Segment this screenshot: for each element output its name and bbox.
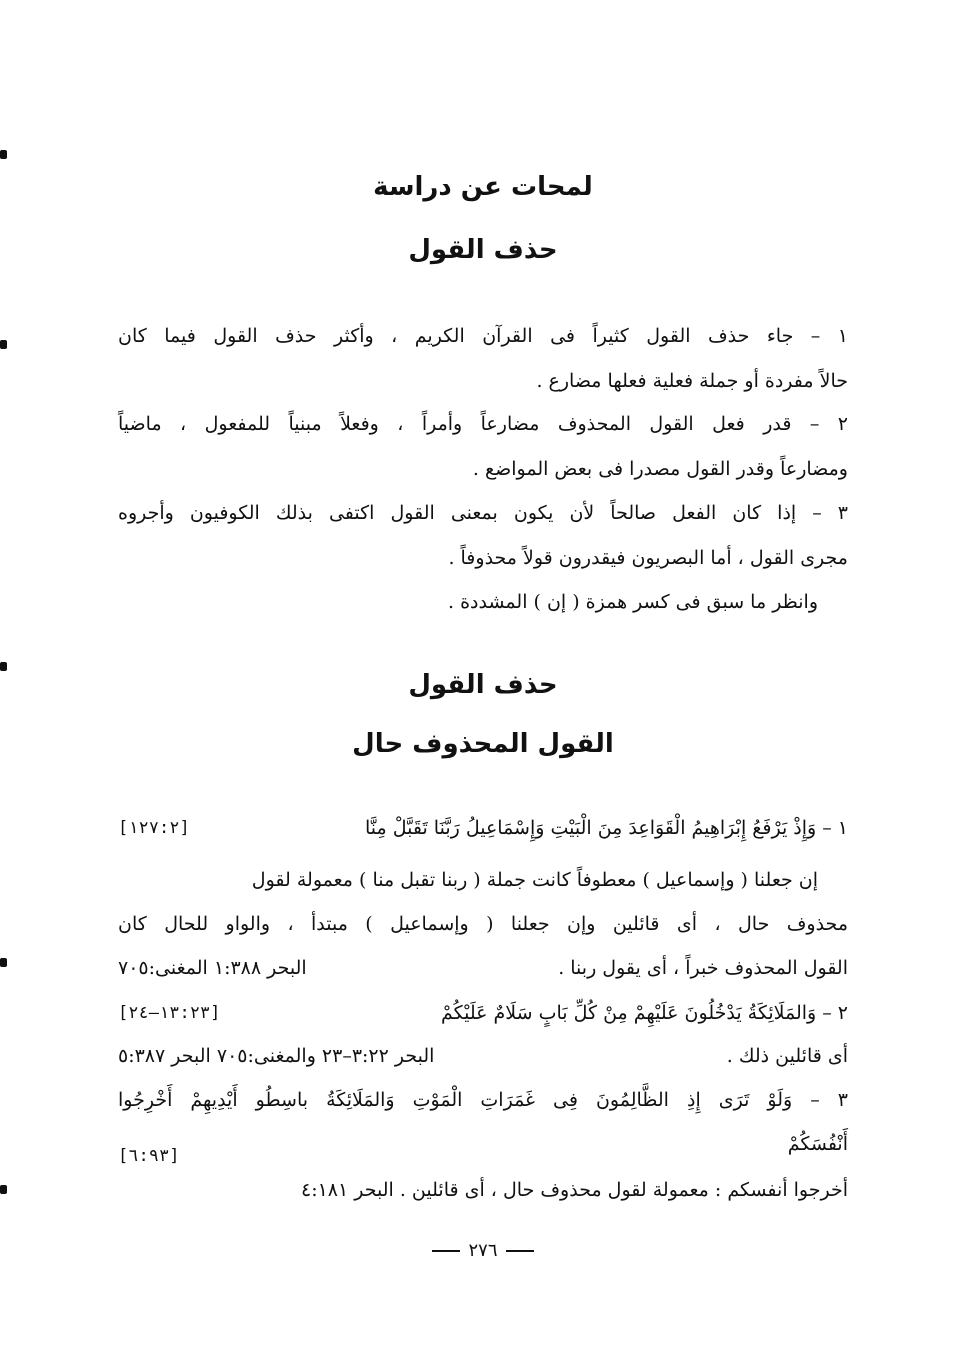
page-number <box>118 1236 848 1266</box>
verse-text: أَنْفُسَكُمْ <box>787 1133 848 1155</box>
commentary-line <box>118 1036 848 1076</box>
source-reference: البحر ٣:٢٢–٢٣ والمغنى:٧٠٥ البحر ٥:٣٨٧ <box>118 1045 435 1067</box>
verse-reference: [١٣:٢٣–٢٤] <box>118 1003 221 1023</box>
page-number-text: ٢٧٦ <box>468 1240 498 1261</box>
summary-line: ٢ – قدر فعل القول المحذوف مضارعاً وأمراً ، وفعلاً مبنياً للمفعول ، ماضياً <box>118 413 848 435</box>
commentary-line: محذوف حال ، أى قائلين وإن جعلنا ( وإسماعيل ) مبتدأ ، والواو للحال كان <box>118 913 848 935</box>
commentary-line <box>118 948 848 988</box>
summary-line: حالاً مفردة أو جملة فعلية فعلها مضارع . <box>536 370 848 392</box>
section-title: حذف القول <box>408 670 558 700</box>
verse-line <box>118 808 848 848</box>
scan-mark <box>0 340 7 349</box>
summary-line: ١ – جاء حذف القول كثيراً فى القرآن الكريم ، وأكثر حذف القول فيما كان <box>118 325 848 347</box>
scan-mark <box>0 662 7 671</box>
commentary-line: إن جعلنا ( وإسماعيل ) معطوفاً كانت جملة ( ربنا تقبل منا ) معمولة لقول <box>251 869 818 891</box>
summary-line: ٣ – إذا كان الفعل صالحاً لأن يكون بمعنى القول اكتفى بذلك الكوفيون وأجروه <box>118 502 848 524</box>
source-reference: البحر ١:٣٨٨ المغنى:٧٠٥ <box>118 957 307 979</box>
scan-mark <box>0 1185 7 1194</box>
verse-text: ١ – وَإِذْ يَرْفَعُ إِبْرَاهِيمُ الْقَوَاعِدَ مِنَ الْبَيْتِ وَإِسْمَاعِيلُ رَبَّنَا تَقَبَّلْ مِنَّا <box>365 817 848 839</box>
verse-text: ٢ – وَالمَلَائِكَةُ يَدْخُلُونَ عَلَيْهِمْ مِنْ كُلِّ بَابٍ سَلَامٌ عَلَيْكُمْ <box>441 1002 848 1024</box>
summary-line: ومضارعاً وقدر القول مصدرا فى بعض المواضع . <box>472 458 848 480</box>
section-subtitle: القول المحذوف حال <box>352 729 614 759</box>
commentary-text: أى قائلين ذلك . <box>726 1045 848 1067</box>
page-title: لمحات عن دراسة <box>373 172 593 202</box>
scan-mark <box>0 958 7 967</box>
verse-reference: [٦:٩٣] <box>118 1146 180 1166</box>
commentary-line: أخرجوا أنفسكم : معمولة لقول محذوف حال ، أى قائلين . البحر ٤:١٨١ <box>300 1179 848 1201</box>
summary-line: مجرى القول ، أما البصريون فيقدرون قولاً محذوفاً . <box>448 547 848 569</box>
verse-reference: [١٢٧:٢] <box>118 818 190 838</box>
page-subtitle: حذف القول <box>408 235 558 265</box>
commentary-text: القول المحذوف خبراً ، أى يقول ربنا . <box>558 957 848 979</box>
verse-line <box>118 1124 848 1164</box>
folio-dash <box>432 1250 460 1252</box>
folio-dash <box>506 1250 534 1252</box>
verse-line: ٣ – وَلَوْ تَرَى إِذِ الظَّالِمُونَ فِى غَمَرَاتِ الْمَوْتِ وَالمَلَائِكَةُ باسِطُو أَيْدِيهِمْ أَخْرِجُوا <box>118 1089 848 1111</box>
summary-line: وانظر ما سبق فى كسر همزة ( إن ) المشددة . <box>448 591 818 613</box>
verse-line <box>118 993 848 1033</box>
scan-mark <box>0 150 7 159</box>
